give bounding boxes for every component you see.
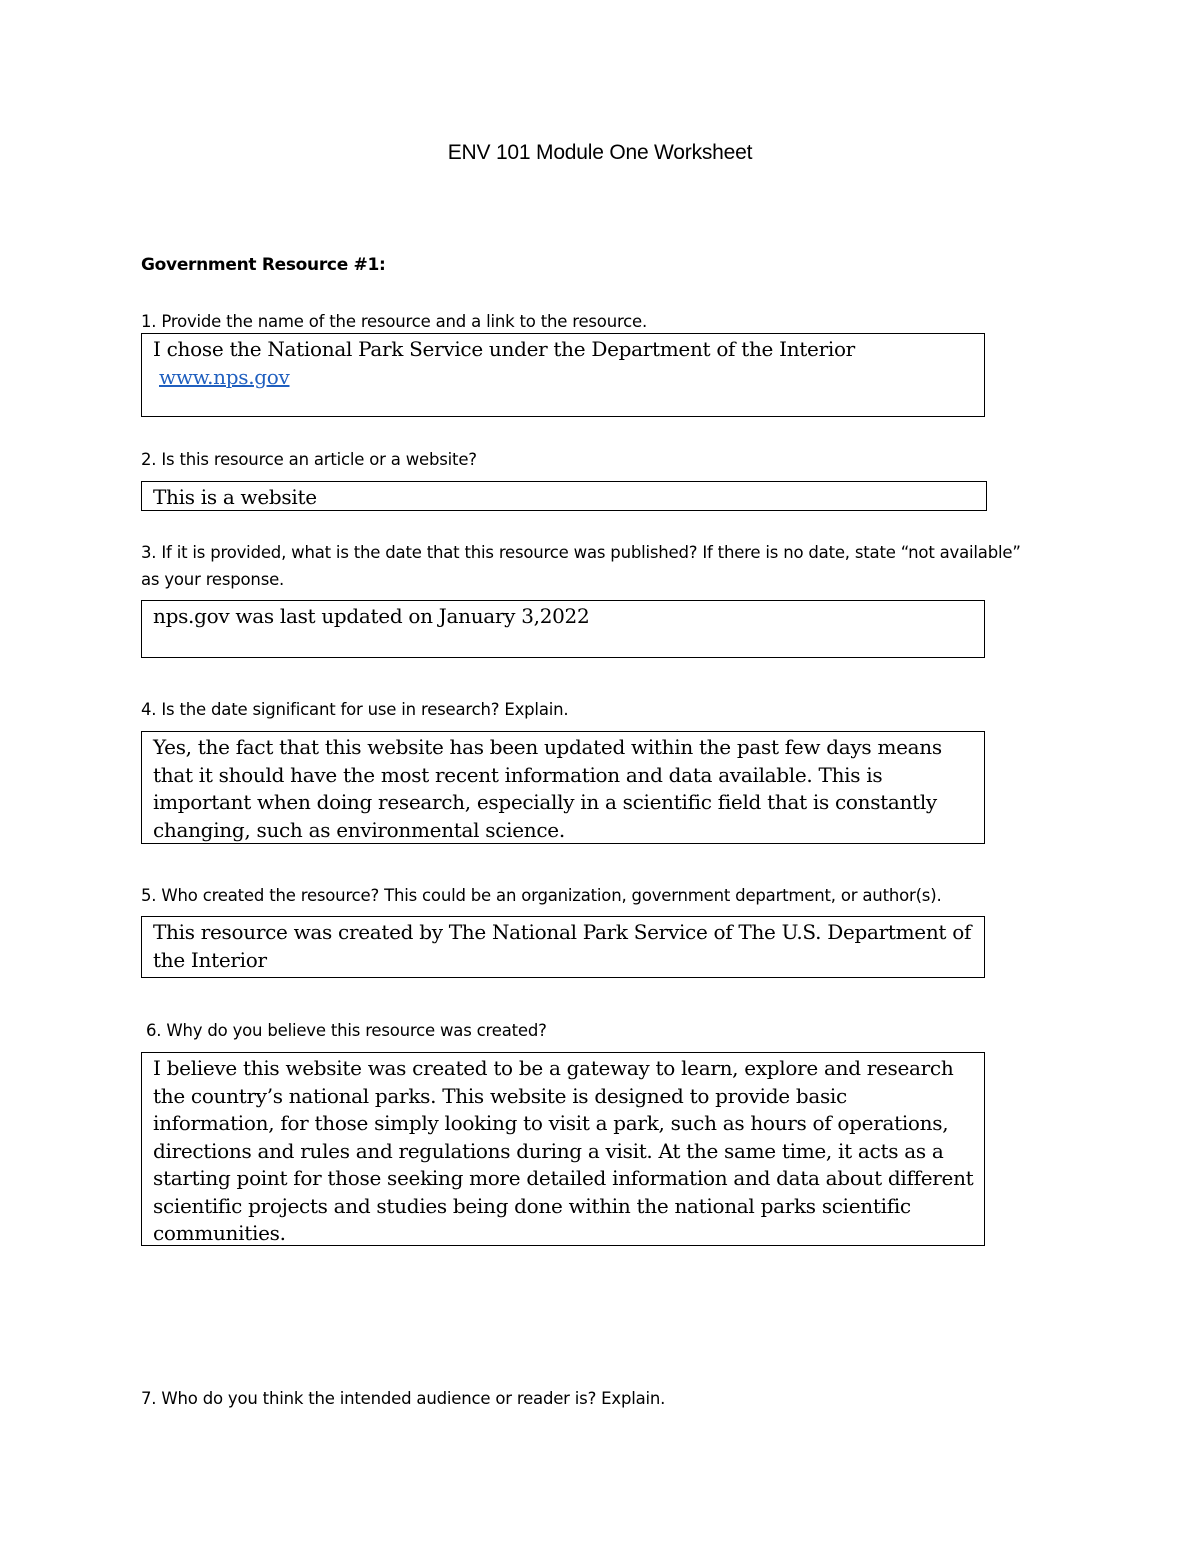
- question-5-answer-text: This resource was created by The National Park Service of The U.S. Department of the Interior: [153, 920, 972, 972]
- question-4-answer-text: Yes, the fact that this website has been updated within the past few days means that it should have the most recent information and data available. This is important when doing research, especially in a scientific field that is constantly changing, such as environmental science.: [153, 735, 942, 842]
- question-2-answer-text: This is a website: [153, 485, 317, 509]
- section-heading: Government Resource #1:: [141, 255, 386, 275]
- document-title: ENV 101 Module One Worksheet: [447, 141, 753, 164]
- question-5-prompt: 5. Who created the resource? This could be an organization, government department, or author(s).: [141, 886, 942, 905]
- resource-link[interactable]: www.nps.gov: [159, 364, 290, 389]
- question-2-prompt: 2. Is this resource an article or a website?: [141, 450, 477, 469]
- question-2-answer-box[interactable]: [141, 481, 987, 511]
- question-4-answer-box[interactable]: [141, 731, 985, 844]
- question-3-prompt: 3. If it is provided, what is the date that this resource was published? If there is no date, state “not available” as your response.: [141, 543, 1021, 589]
- question-1-answer-text: I chose the National Park Service under the Department of the Interior: [153, 337, 855, 361]
- question-6-answer-text: I believe this website was created to be a gateway to learn, explore and research the country’s national parks. This website is designed to provide basic information, for those simply looking to visit a park, such as hours of operations, directions and rules and regulations during a visit. At the same time, it acts as a starting point for those seeking more detailed information and data about different scientific projects and studies being done within the national parks scientific communities.: [153, 1056, 974, 1245]
- question-1-prompt: 1. Provide the name of the resource and a link to the resource.: [141, 312, 648, 331]
- question-3-answer-box[interactable]: [141, 600, 985, 658]
- question-6-answer-box[interactable]: [141, 1052, 985, 1246]
- question-6-prompt: 6. Why do you believe this resource was created?: [146, 1021, 547, 1040]
- question-4-prompt: 4. Is the date significant for use in research? Explain.: [141, 700, 569, 719]
- question-7-prompt: 7. Who do you think the intended audience or reader is? Explain.: [141, 1389, 666, 1408]
- question-3-answer-text: nps.gov was last updated on January 3,2022: [153, 604, 590, 628]
- question-5-answer-box[interactable]: [141, 916, 985, 978]
- question-1-answer-box[interactable]: [141, 333, 985, 417]
